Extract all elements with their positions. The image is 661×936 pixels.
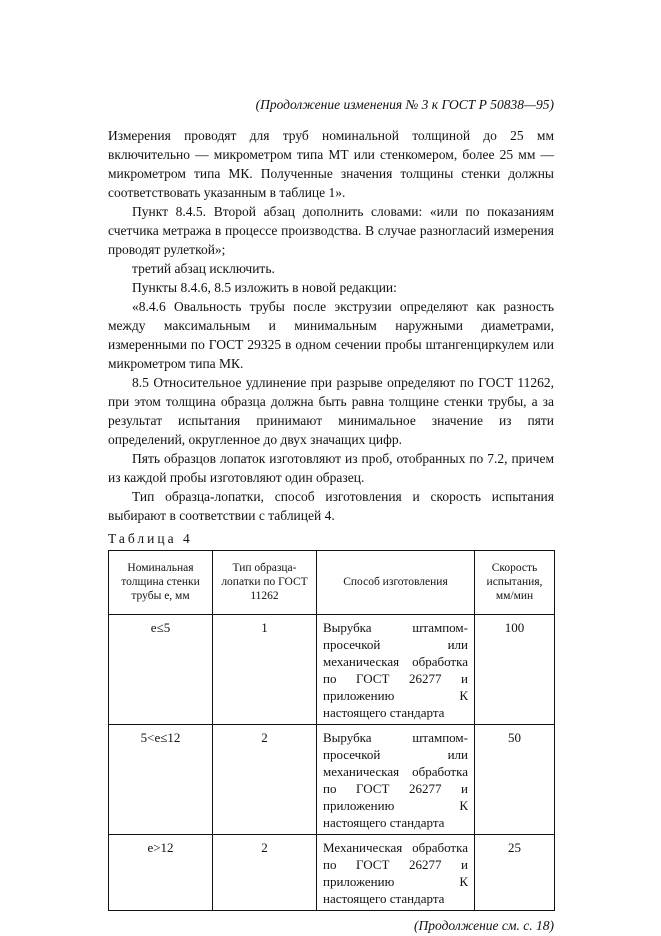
header-test-speed: Скорость испытания, мм/мин (475, 551, 555, 615)
paragraph-8-5: 8.5 Относительное удлинение при разрыве определяют по ГОСТ 11262, при этом толщина образца должна быть равна толщине стенки трубы, а за результат испытания принимают минимальное значение из пяти определений, округленное до двух значащих цифр. (108, 375, 554, 447)
table-row (109, 725, 555, 835)
cell-thickness: e≤5 (109, 615, 213, 725)
table-header-row (109, 551, 555, 615)
document-page (108, 96, 554, 935)
cell-method: Механическая обработка по ГОСТ 26277 и приложению К настоящего стандарта (317, 835, 475, 911)
cell-speed: 100 (475, 615, 555, 725)
header-sample-type: Тип образца-лопатки по ГОСТ 11262 (213, 551, 317, 615)
header-wall-thickness: Номинальная толщина стенки трубы e, мм (109, 551, 213, 615)
paragraph-8-4-5: Пункт 8.4.5. Второй абзац дополнить словами: «или по показаниям счетчика метража в процессе производства. В случае разногласий измерения проводят рулеткой»; (108, 204, 554, 257)
table-4 (108, 550, 555, 911)
paragraph-measurement: Измерения проводят для труб номинальной толщиной до 25 мм включительно — микрометром типа МТ или стенкомером, более 25 мм — микрометром типа МК. Полученные значения толщины стенки должны соответствовать указанным в таблице 1». (108, 128, 554, 200)
paragraph-third-clause: третий абзац исключить. (132, 261, 275, 276)
cell-sample-type: 2 (213, 835, 317, 911)
page-header: (Продолжение изменения № 3 к ГОСТ Р 50838—95) (255, 97, 554, 112)
paragraph-sample-type: Тип образца-лопатки, способ изготовления и скорость испытания выбирают в соответствии с таблицей 4. (108, 489, 554, 523)
page-footer: (Продолжение см. с. 18) (414, 918, 554, 933)
cell-thickness: 5<e≤12 (109, 725, 213, 835)
cell-thickness: e>12 (109, 835, 213, 911)
cell-speed: 25 (475, 835, 555, 911)
header-method: Способ изготовления (317, 551, 475, 615)
cell-speed: 50 (475, 725, 555, 835)
table-caption: Таблица 4 (108, 531, 193, 546)
cell-sample-type: 2 (213, 725, 317, 835)
table-row (109, 835, 555, 911)
cell-sample-type: 1 (213, 615, 317, 725)
paragraph-new-edition: Пункты 8.4.6, 8.5 изложить в новой редакции: (132, 280, 397, 295)
cell-method: Вырубка штампом-просечкой или механическая обработка по ГОСТ 26277 и приложению К настоящего стандарта (317, 615, 475, 725)
cell-method: Вырубка штампом-просечкой или механическая обработка по ГОСТ 26277 и приложению К настоящего стандарта (317, 725, 475, 835)
paragraph-8-4-6: «8.4.6 Овальность трубы после экструзии определяют как разность между максимальным и минимальным наружными диаметрами, измеренными по ГОСТ 29325 в одном сечении пробы штангенциркулем или микрометром типа МК. (108, 299, 554, 371)
paragraph-samples: Пять образцов лопаток изготовляют из проб, отобранных по 7.2, причем из каждой пробы изготовляют один образец. (108, 451, 554, 485)
table-row (109, 615, 555, 725)
